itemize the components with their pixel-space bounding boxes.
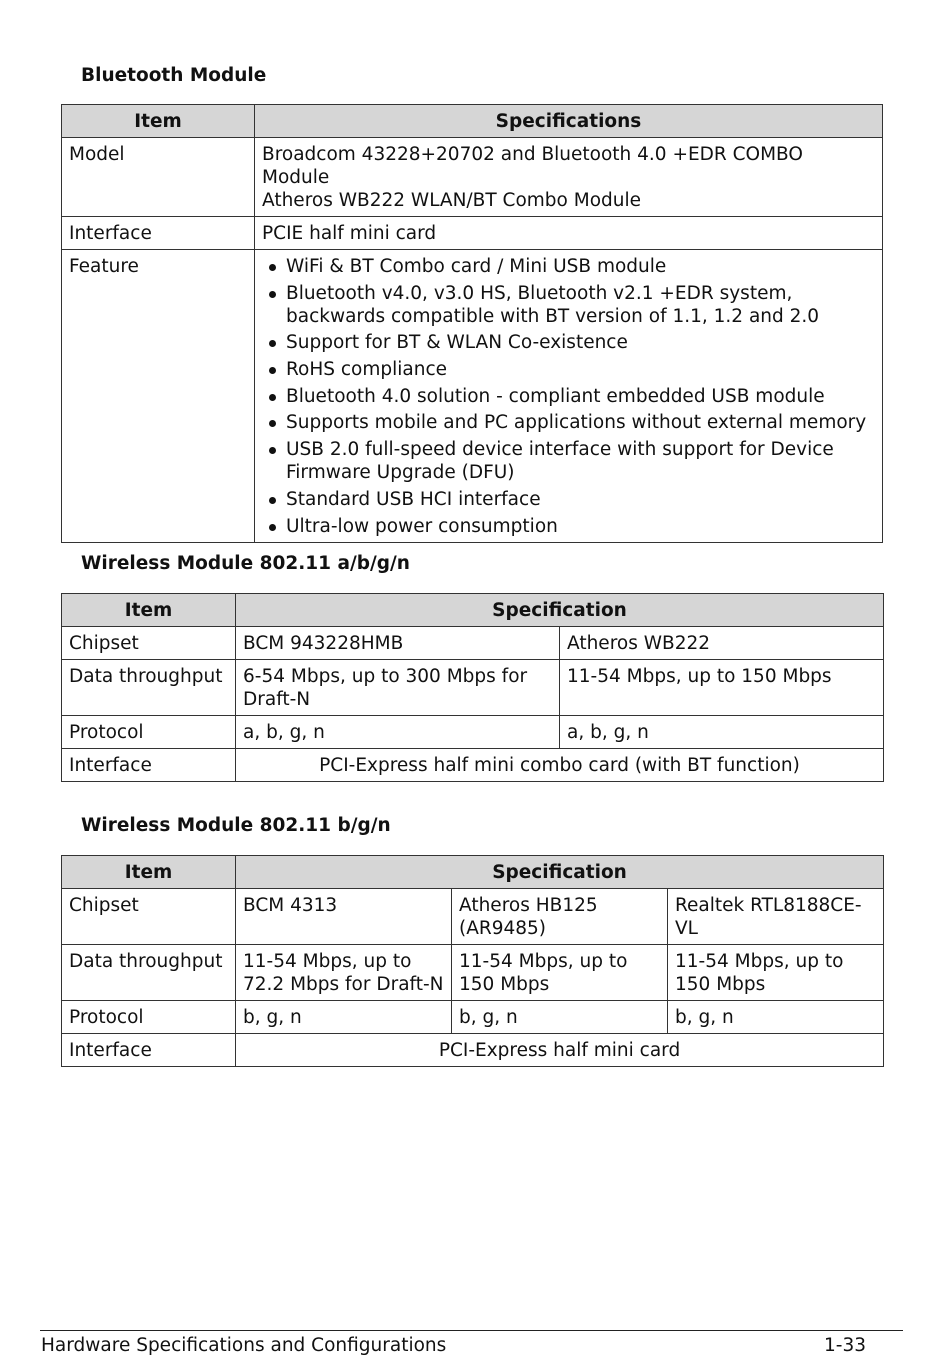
row-label-protocol: Protocol (62, 716, 236, 749)
wireless-bgn-spec-table (61, 855, 884, 1067)
row-label-interface: Interface (62, 749, 236, 782)
table-cell: b, g, n (236, 1001, 452, 1034)
list-item: USB 2.0 full-speed device interface with support for Device Firmware Upgrade (DFU) (262, 438, 875, 484)
row-label-data-throughput: Data throughput (62, 660, 236, 716)
feature-list-cell (255, 250, 883, 543)
header-item: Item (62, 594, 236, 627)
table-cell: BCM 943228HMB (236, 627, 560, 660)
model-line: Broadcom 43228+20702 and Bluetooth 4.0 +EDR COMBO Module (262, 144, 803, 188)
list-item: Supports mobile and PC applications without external memory (262, 411, 875, 434)
table-cell: a, b, g, n (236, 716, 560, 749)
table-header-row (62, 105, 883, 138)
list-item: Bluetooth v4.0, v3.0 HS, Bluetooth v2.1 +EDR system, backwards compatible with BT version of 1.1, 1.2 and 2.0 (262, 282, 875, 328)
footer-divider (40, 1330, 903, 1331)
row-label-model: Model (62, 138, 255, 217)
page-number: 1-33 (824, 1335, 866, 1356)
model-value (255, 138, 883, 217)
row-label-interface: Interface (62, 217, 255, 250)
header-specification: Specification (236, 594, 884, 627)
header-item: Item (62, 105, 255, 138)
list-item: Bluetooth 4.0 solution - compliant embedded USB module (262, 385, 875, 408)
interface-value: PCIE half mini card (255, 217, 883, 250)
table-cell: 11-54 Mbps, up to 150 Mbps (452, 945, 668, 1001)
table-cell: 6-54 Mbps, up to 300 Mbps for Draft-N (236, 660, 560, 716)
row-label-data-throughput: Data throughput (62, 945, 236, 1001)
list-item: WiFi & BT Combo card / Mini USB module (262, 255, 875, 278)
table-cell: BCM 4313 (236, 889, 452, 945)
table-row (62, 889, 884, 945)
list-item: Support for BT & WLAN Co-existence (262, 331, 875, 354)
table-cell: 11-54 Mbps, up to 150 Mbps (560, 660, 884, 716)
wireless-abgn-section-title: Wireless Module 802.11 a/b/g/n (81, 553, 410, 574)
table-header-row (62, 856, 884, 889)
row-label-feature: Feature (62, 250, 255, 543)
table-row (62, 627, 884, 660)
footer-section-name: Hardware Specifications and Configurations (41, 1335, 447, 1356)
table-cell: 11-54 Mbps, up to 72.2 Mbps for Draft-N (236, 945, 452, 1001)
feature-list (262, 255, 875, 538)
table-row (62, 217, 883, 250)
interface-value: PCI-Express half mini card (236, 1034, 884, 1067)
interface-value: PCI-Express half mini combo card (with BT function) (236, 749, 884, 782)
table-row (62, 945, 884, 1001)
table-row (62, 138, 883, 217)
bluetooth-section-title: Bluetooth Module (81, 65, 267, 86)
header-item: Item (62, 856, 236, 889)
table-cell: Atheros WB222 (560, 627, 884, 660)
table-cell: Atheros HB125 (AR9485) (452, 889, 668, 945)
table-cell: b, g, n (668, 1001, 884, 1034)
table-cell: 11-54 Mbps, up to 150 Mbps (668, 945, 884, 1001)
row-label-chipset: Chipset (62, 889, 236, 945)
table-row (62, 1001, 884, 1034)
wireless-bgn-section-title: Wireless Module 802.11 b/g/n (81, 815, 391, 836)
list-item: Standard USB HCI interface (262, 488, 875, 511)
header-specifications: Specifications (255, 105, 883, 138)
table-row (62, 716, 884, 749)
table-cell: b, g, n (452, 1001, 668, 1034)
row-label-chipset: Chipset (62, 627, 236, 660)
table-row (62, 660, 884, 716)
table-cell: a, b, g, n (560, 716, 884, 749)
list-item: Ultra-low power consumption (262, 515, 875, 538)
table-row (62, 250, 883, 543)
wireless-abgn-spec-table (61, 593, 884, 782)
header-specification: Specification (236, 856, 884, 889)
table-row (62, 749, 884, 782)
table-cell: Realtek RTL8188CE-VL (668, 889, 884, 945)
row-label-protocol: Protocol (62, 1001, 236, 1034)
list-item: RoHS compliance (262, 358, 875, 381)
model-line: Atheros WB222 WLAN/BT Combo Module (262, 190, 641, 211)
bluetooth-spec-table (61, 104, 883, 543)
table-header-row (62, 594, 884, 627)
row-label-interface: Interface (62, 1034, 236, 1067)
table-row (62, 1034, 884, 1067)
